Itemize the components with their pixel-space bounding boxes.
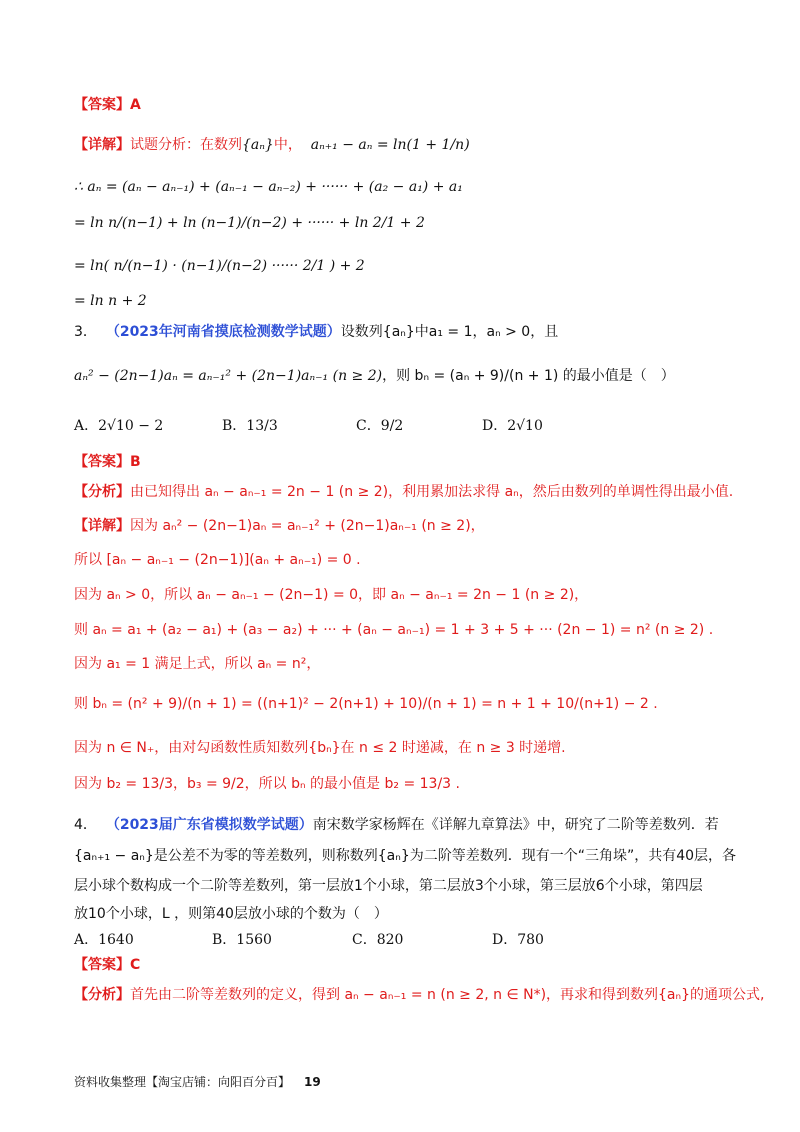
- question-3-stem: [74, 322, 558, 342]
- answer-4: 【答案】C: [74, 957, 141, 973]
- option-a: A．2√10 − 2: [74, 418, 164, 434]
- explain-1: [74, 135, 470, 155]
- footer-text: 资料收集整理【淘宝店铺：向阳百分百】: [74, 1075, 291, 1089]
- question-number: 3．: [74, 324, 97, 340]
- page-number: 19: [304, 1075, 321, 1089]
- step-check: 因为 a₁ = 1 满足上式，所以 aₙ = n²，: [74, 656, 321, 672]
- explain-tag: 【详解】: [74, 137, 130, 153]
- question-4-options: [74, 929, 774, 951]
- question-source: （2023年河南省摸底检测数学试题）: [105, 324, 341, 340]
- condition-formula: aₙ² − (2n−1)aₙ = aₙ₋₁² + (2n−1)aₙ₋₁ (n ≥ 2): [74, 368, 383, 384]
- question-4-stem: [74, 815, 719, 835]
- result-formula: = ln n + 2: [74, 293, 147, 309]
- option-d: D．2√10: [482, 418, 543, 434]
- analysis-text: 首先由二阶等差数列的定义，得到 aₙ − aₙ₋₁ = n (n ≥ 2, n ∈ N*)，再求和得到数列{aₙ}的通项公式,: [130, 987, 765, 1003]
- explain-text: 试题分析：在数列: [130, 137, 242, 153]
- explain-mid: 中，: [273, 137, 302, 153]
- option-c: C．9/2: [356, 418, 404, 434]
- sum-expansion: ∴ aₙ = (aₙ − aₙ₋₁) + (aₙ₋₁ − aₙ₋₂) + ······ + (a₂ − a₁) + a₁: [74, 179, 463, 195]
- answer-1: 【答案】A: [74, 97, 141, 113]
- analysis-tag: 【分析】: [74, 484, 130, 500]
- condition-text: ，则 bₙ = (aₙ + 9)/(n + 1) 的最小值是（ ）: [382, 368, 675, 384]
- detail-tag: 【详解】: [74, 518, 130, 534]
- question-3-options: [74, 415, 774, 439]
- detail-text: 因为 aₙ² − (2n−1)aₙ = aₙ₋₁² + (2n−1)aₙ₋₁ (n ≥ 2)，: [130, 518, 485, 534]
- step-factor: 所以 [aₙ − aₙ₋₁ − (2n−1)](aₙ + aₙ₋₁) = 0 .: [74, 552, 361, 568]
- question-4-line-3: 层小球个数构成一个二阶等差数列，第一层放1个小球，第二层放3个小球，第三层放6个小球，第四层: [74, 878, 703, 894]
- step-monotone: 因为 n ∈ N₊，由对勾函数性质知数列{bₙ}在 n ≤ 2 时递减，在 n ≥ 3 时递增.: [74, 740, 566, 756]
- step-bn: 则 bₙ = (n² + 9)/(n + 1) = ((n+1)² − 2(n+1) + 10)/(n + 1) = n + 1 + 10/(n+1) − 2 .: [74, 696, 658, 712]
- log-sum: = ln n/(n−1) + ln (n−1)/(n−2) + ······ + ln 2/1 + 2: [74, 215, 425, 231]
- question-text: 南宋数学家杨辉在《详解九章算法》中，研究了二阶等差数列．若: [312, 817, 719, 833]
- question-4-line-2: {aₙ₊₁ − aₙ}是公差不为零的等差数列，则称数列{aₙ}为二阶等差数列．现有一个“三角垛”，共有40层，各: [74, 848, 737, 864]
- option-c: C．820: [352, 932, 404, 948]
- analysis-3: [74, 482, 733, 502]
- step-sum: 则 aₙ = a₁ + (a₂ − a₁) + (a₃ − a₂) + ··· + (aₙ − aₙ₋₁) = 1 + 3 + 5 + ··· (2n − 1) = n² (n ≥ 2) .: [74, 622, 714, 638]
- option-d: D．780: [492, 932, 544, 948]
- option-a: A．1640: [74, 932, 134, 948]
- question-text: 设数列{aₙ}中a₁ = 1，aₙ > 0，且: [340, 324, 559, 340]
- question-3-condition: [74, 366, 675, 386]
- option-b: B．13/3: [222, 418, 278, 434]
- page-footer: [74, 1073, 321, 1090]
- question-source: （2023届广东省模拟数学试题）: [105, 817, 313, 833]
- seq-notation: {aₙ}: [242, 137, 274, 153]
- recurrence-formula: aₙ₊₁ − aₙ = ln(1 + 1/n): [310, 137, 470, 153]
- analysis-text: 由已知得出 aₙ − aₙ₋₁ = 2n − 1 (n ≥ 2)，利用累加法求得 aₙ，然后由数列的单调性得出最小值.: [130, 484, 734, 500]
- log-product: = ln( n/(n−1) · (n−1)/(n−2) ······ 2/1 ) + 2: [74, 258, 365, 274]
- question-number: 4．: [74, 817, 97, 833]
- question-4-line-4: 放10个小球，L ，则第40层放小球的个数为（ ）: [74, 906, 388, 922]
- option-b: B．1560: [212, 932, 272, 948]
- answer-3: 【答案】B: [74, 454, 141, 470]
- detail-3: [74, 516, 485, 536]
- analysis-4: [74, 985, 764, 1005]
- analysis-tag: 【分析】: [74, 987, 130, 1003]
- step-difference: 因为 aₙ > 0，所以 aₙ − aₙ₋₁ − (2n−1) = 0，即 aₙ − aₙ₋₁ = 2n − 1 (n ≥ 2)，: [74, 587, 589, 603]
- step-minimum: 因为 b₂ = 13/3，b₃ = 9/2，所以 bₙ 的最小值是 b₂ = 13/3 .: [74, 776, 460, 792]
